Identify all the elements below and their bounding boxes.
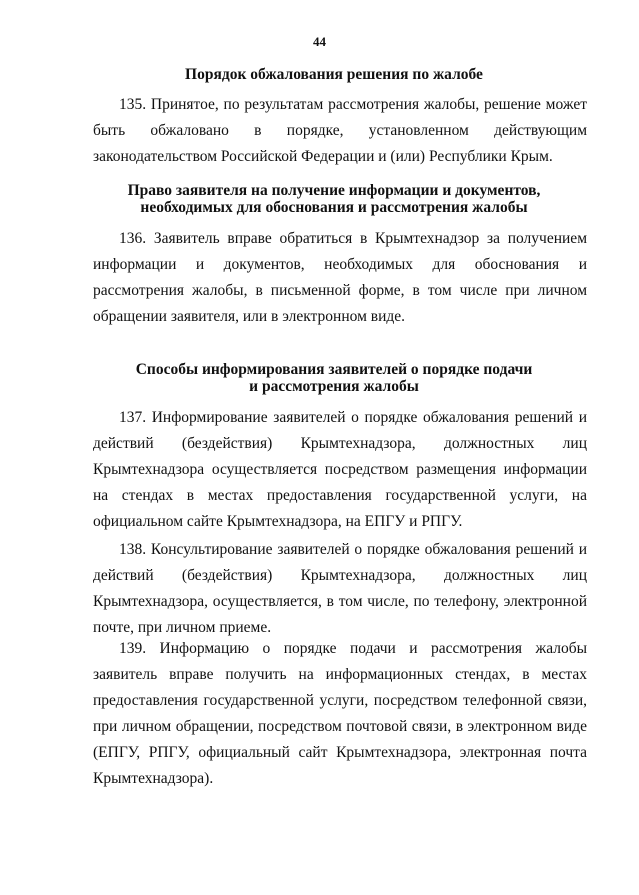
- paragraph-135: 135. Принятое, по результатам рассмотрения жалобы, решение может быть обжаловано в порядке, установленном действующим законодательством Российской Федерации и (или) Республики Крым.: [93, 96, 587, 165]
- heading-line: Право заявителя на получение информации и документов,: [127, 182, 541, 199]
- section-heading: [60, 66, 608, 83]
- paragraph-138: 138. Консультирование заявителей о порядке обжалования решений и действий (бездействия) Крымтехнадзора, должностных лиц Крымтехнадзора, осуществляется, в том числе, по телефону, электронной почте, при личном приеме.: [93, 541, 587, 636]
- paragraph-137: 137. Информирование заявителей о порядке обжалования решений и действий (бездействия) Крымтехнадзора, должностных лиц Крымтехнадзора осуществляется посредством размещения информации на стендах в местах предоставления государственной услуги, на официальном сайте Крымтехнадзора, на ЕПГУ и РПГУ.: [93, 409, 587, 530]
- heading-line: Порядок обжалования решения по жалобе: [185, 66, 483, 83]
- section-heading: [60, 182, 608, 216]
- section-heading: [60, 361, 608, 395]
- page-number: 44: [313, 34, 326, 49]
- heading-line: необходимых для обоснования и рассмотрения жалобы: [140, 199, 528, 216]
- heading-line: и рассмотрения жалобы: [249, 378, 419, 395]
- paragraph-139: 139. Информацию о порядке подачи и рассмотрения жалобы заявитель вправе получить на информационных стендах, в местах предоставления государственной услуги, посредством телефонной связи, при личном обращении, посредством почтовой связи, в электронном виде (ЕПГУ, РПГУ, официальный сайт Крымтехнадзора, электронная почта Крымтехнадзора).: [93, 640, 587, 787]
- paragraph-136: 136. Заявитель вправе обратиться в Крымтехнадзор за получением информации и документов, необходимых для обоснования и рассмотрения жалобы, в письменной форме, в том числе при личном обращении заявителя, или в электронном виде.: [93, 230, 587, 325]
- heading-line: Способы информирования заявителей о порядке подачи: [135, 361, 533, 378]
